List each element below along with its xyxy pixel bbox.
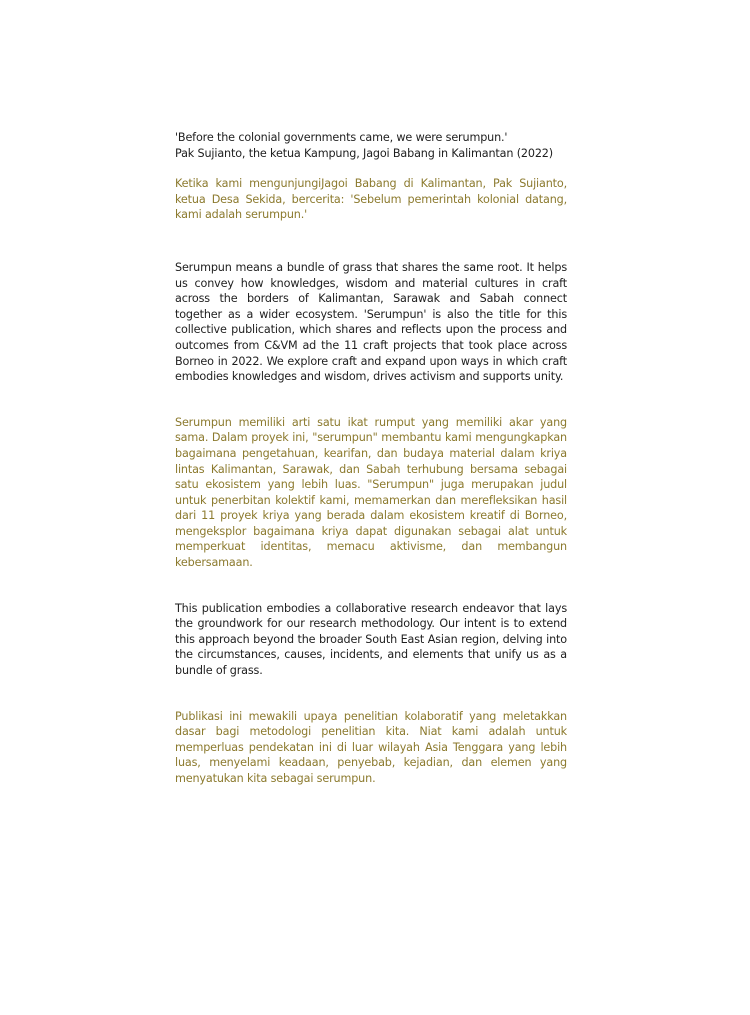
document-page	[175, 130, 567, 787]
paragraph-english-methodology: This publication embodies a collaborative research endeavor that lays the groundwork for our research methodology. Our intent is to extend this approach beyond the broader South East Asian region, delving into the circumstances, causes, incidents, and elements that unify us as a bundle of grass.	[175, 601, 567, 678]
paragraph-indonesian-methodology: Publikasi ini mewakili upaya penelitian kolaboratif yang meletakkan dasar bagi metodologi penelitian kita. Niat kami adalah untuk memperluas pendekatan ini di luar wilayah Asia Tenggara yang lebih luas, menyelami keadaan, penyebab, kejadian, dan elemen yang menyatukan kita sebagai serumpun.	[175, 709, 567, 785]
epigraph-attribution: Pak Sujianto, the ketua Kampung, Jagoi Babang in Kalimantan (2022)	[175, 146, 553, 160]
epigraph-translation: Ketika kami mengunjungiJagoi Babang di Kalimantan, Pak Sujianto, ketua Desa Sekida, bercerita: 'Sebelum pemerintah kolonial datang, kami adalah serumpun.'	[175, 177, 567, 222]
paragraph-english-intro: Serumpun means a bundle of grass that shares the same root. It helps us convey how knowledges, wisdom and material cultures in craft across the borders of Kalimantan, Sarawak and Sabah connect together as a wider ecosystem. 'Serumpun' is also the title for this collective publication, which shares and reflects upon the process and outcomes from C&VM ad the 11 craft projects that took place across Borneo in 2022. We explore craft and expand upon ways in which craft embodies knowledges and wisdom, drives activism and supports unity.	[175, 260, 567, 384]
paragraph-indonesian-intro: Serumpun memiliki arti satu ikat rumput yang memiliki akar yang sama. Dalam proyek ini, "serumpun" membantu kami mengungkapkan bagaimana pengetahuan, kearifan, dan budaya material dalam kriya lintas Kalimantan, Sarawak, dan Sabah terhubung bersama sebagai satu ekosistem yang lebih luas. "Serumpun" juga merupakan judul untuk penerbitan kolektif kami, memamerkan dan merefleksikan hasil dari 11 proyek kriya yang berada dalam ekosistem kreatif di Borneo, mengeksplor bagaimana kriya dapat digunakan sebagai alat untuk memperkuat identitas, memacu aktivisme, dan membangun kebersamaan.	[175, 415, 567, 570]
epigraph-quote: 'Before the colonial governments came, we were serumpun.'	[175, 131, 508, 144]
